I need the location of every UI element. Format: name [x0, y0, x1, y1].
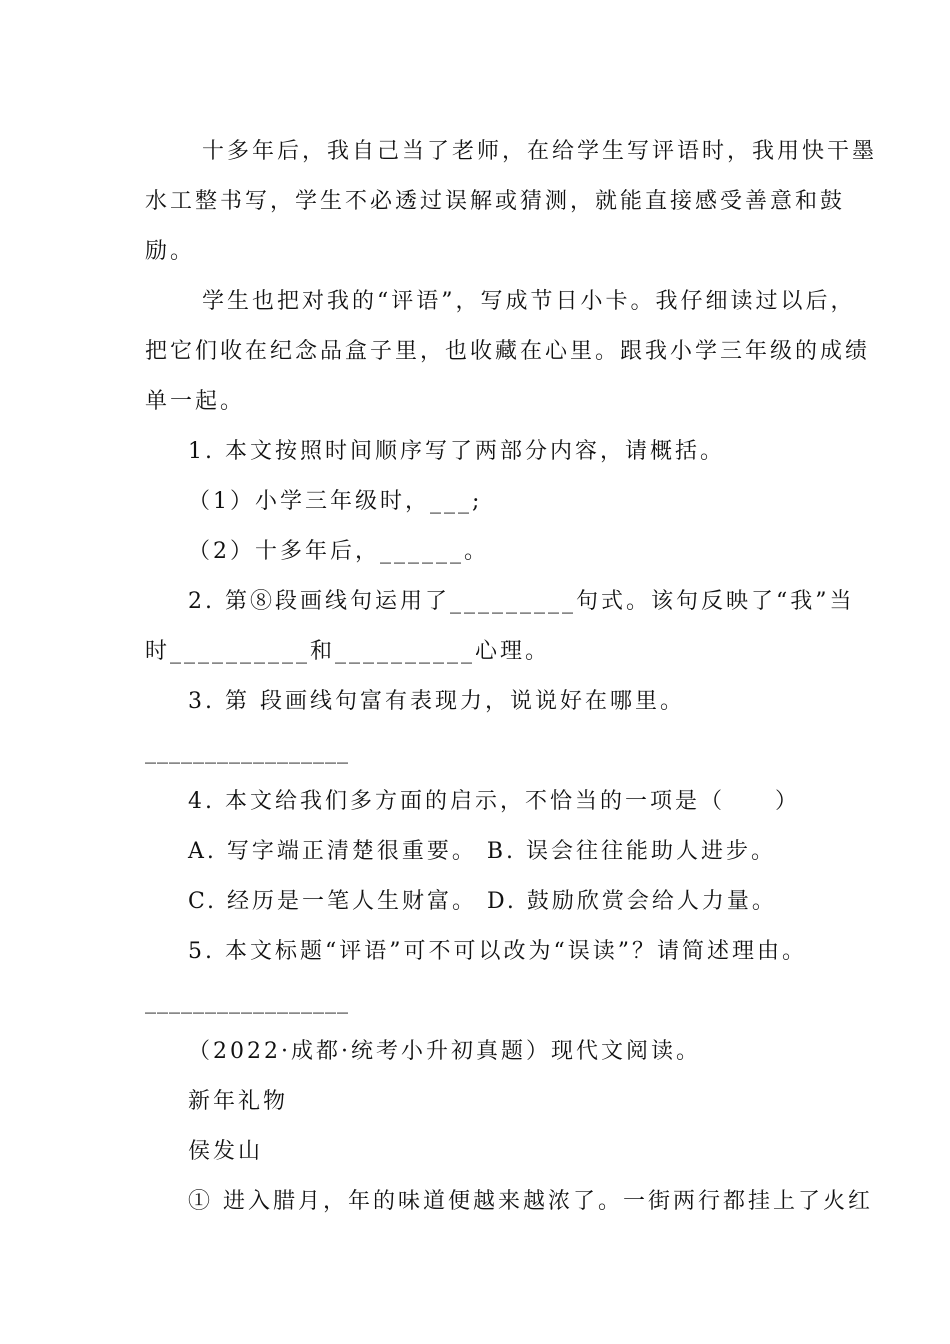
- paragraph-line: 水工整书写，学生不必透过误解或猜测，就能直接感受善意和鼓: [145, 189, 846, 214]
- question-4: 4. 本文给我们多方面的启示，不恰当的一项是（ ）: [188, 789, 800, 814]
- question-1-part-2: （2）十多年后，______。: [188, 539, 489, 564]
- paragraph-line: 学生也把对我的“评语”，写成节日小卡。我仔细读过以后，: [202, 289, 856, 314]
- paragraph-line: 把它们收在纪念品盒子里，也收藏在心里。跟我小学三年级的成绩: [145, 339, 871, 364]
- answer-blank-line: _________________: [145, 739, 349, 764]
- article-paragraph-1: ① 进入腊月，年的味道便越来越浓了。一街两行都挂上了火红: [188, 1189, 873, 1214]
- question-1-part-1: （1）小学三年级时，___;: [188, 489, 483, 514]
- question-4-options-cd: C. 经历是一笔人生财富。 D. 鼓励欣赏会给人力量。: [188, 889, 777, 914]
- question-2: 2. 第⑧段画线句运用了_________句式。该句反映了“我”当: [188, 589, 855, 614]
- question-5: 5. 本文标题“评语”可不可以改为“误读”？请简述理由。: [188, 939, 807, 964]
- paragraph-line: 单一起。: [145, 389, 246, 414]
- reading-section-heading: （2022·成都·统考小升初真题）现代文阅读。: [188, 1039, 701, 1064]
- article-author: 侯发山: [188, 1139, 264, 1164]
- paragraph-line: 励。: [145, 239, 196, 264]
- paragraph-line: 十多年后，我自己当了老师，在给学生写评语时，我用快干墨: [202, 139, 878, 164]
- question-1: 1. 本文按照时间顺序写了两部分内容，请概括。: [188, 439, 725, 464]
- question-2-continued: 时__________和__________心理。: [145, 639, 551, 664]
- answer-blank-line: _________________: [145, 989, 349, 1014]
- question-4-options-ab: A. 写字端正清楚很重要。 B. 误会往往能助人进步。: [188, 839, 777, 864]
- article-title: 新年礼物: [188, 1089, 289, 1114]
- question-3: 3. 第 段画线句富有表现力，说说好在哪里。: [188, 689, 685, 714]
